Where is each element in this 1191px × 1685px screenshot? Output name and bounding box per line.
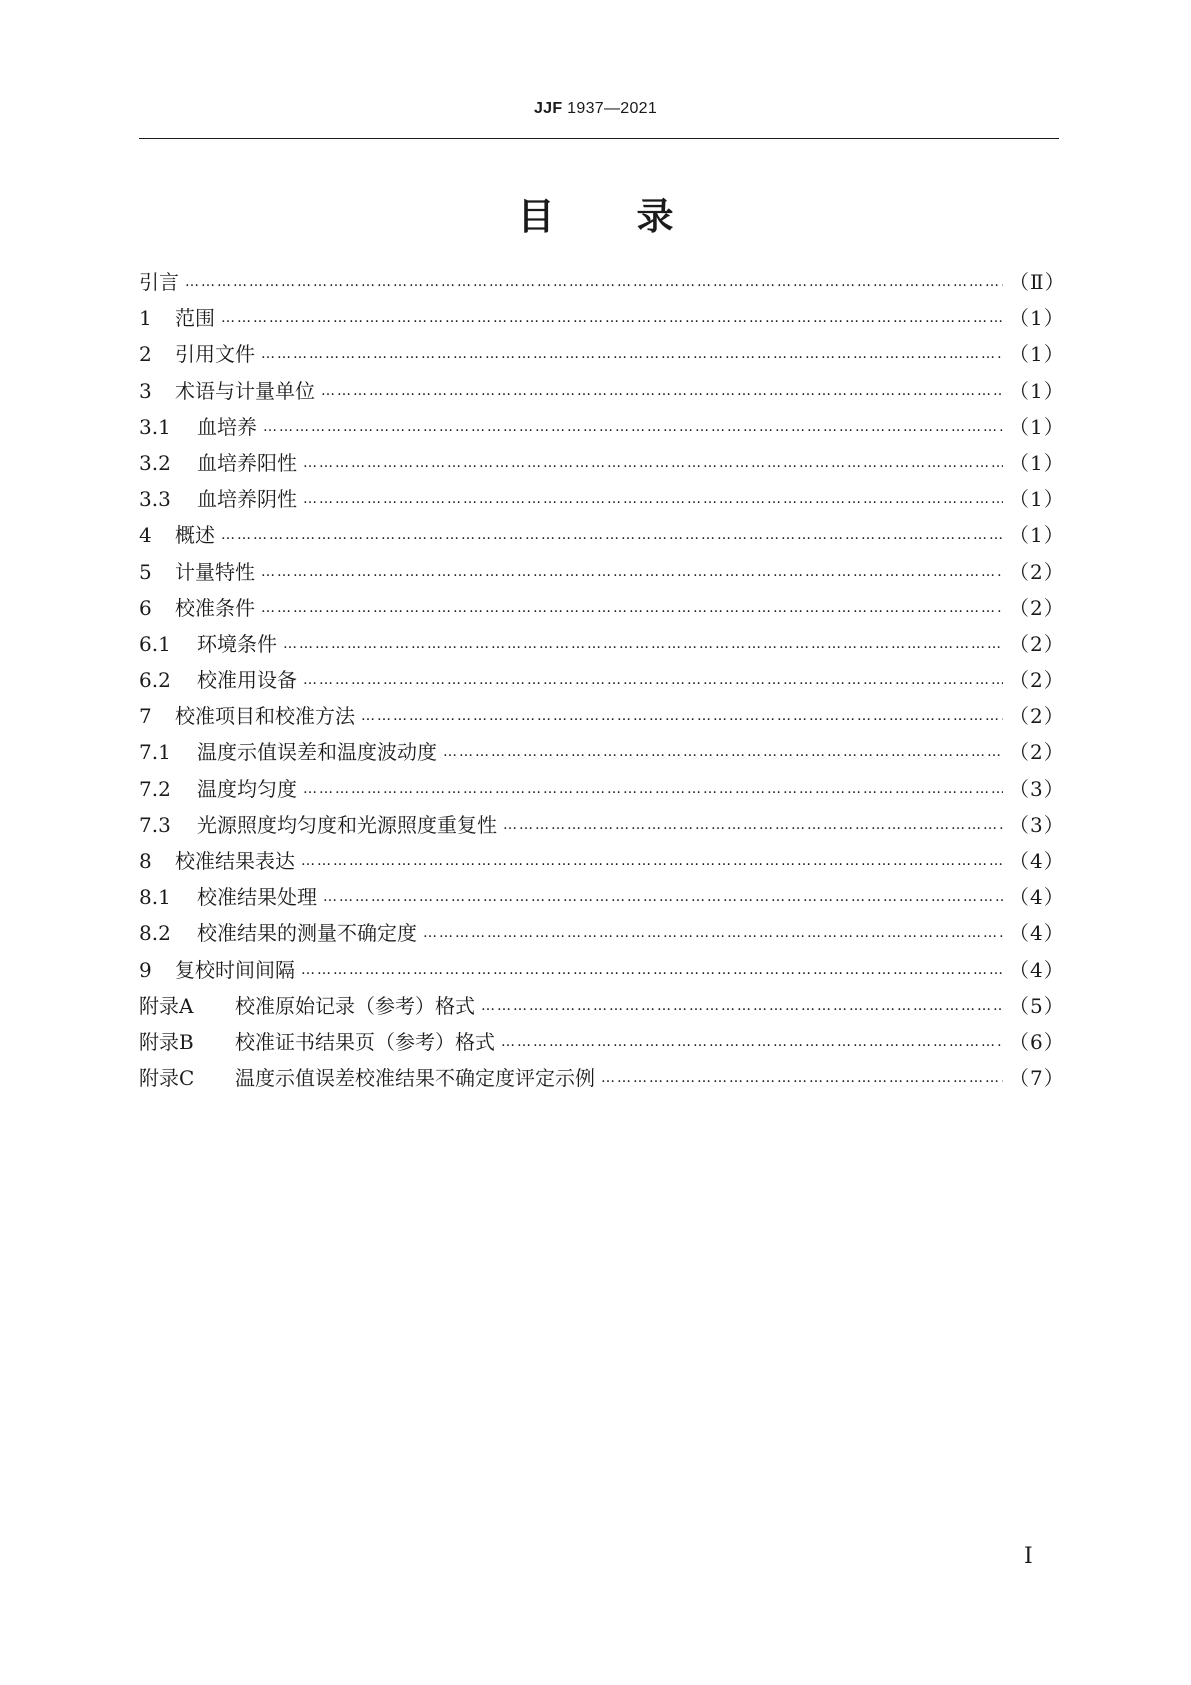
toc-entry-label: 校准用设备	[197, 668, 297, 693]
toc-entry[interactable]	[139, 628, 1065, 664]
toc-entry-number: 4	[139, 523, 152, 548]
toc-entry-label: 范围	[175, 306, 215, 331]
toc-entry-label: 引用文件	[175, 342, 255, 367]
toc-entry[interactable]	[139, 375, 1065, 411]
toc-leader-dots	[443, 744, 1003, 760]
toc-entry-page: （2）	[1009, 668, 1065, 693]
toc-entry-label: 血培养阳性	[197, 450, 297, 475]
toc-entry-page: （5）	[1009, 993, 1065, 1018]
toc-entry-label: 术语与计量单位	[175, 378, 315, 403]
toc-entry-label: 校准结果处理	[197, 885, 317, 910]
toc-entry-number: 附录B	[139, 1029, 194, 1054]
toc-entry-number: 7.2	[139, 776, 171, 801]
toc-entry[interactable]	[139, 917, 1065, 953]
toc-leader-dots	[303, 672, 1003, 688]
toc-entry-page: （2）	[1009, 740, 1065, 765]
toc-leader-dots	[301, 962, 1003, 978]
toc-entry-label: 校准结果表达	[175, 849, 295, 873]
toc-entry[interactable]	[139, 736, 1065, 772]
toc-leader-dots	[303, 781, 1003, 797]
toc-entry-number: 7.3	[139, 812, 171, 837]
toc-entry-label: 概述	[175, 523, 215, 548]
document-code-number: 1937—2021	[567, 100, 658, 117]
toc-entry-number: 6	[139, 595, 152, 620]
toc-entry[interactable]	[139, 302, 1065, 338]
toc-leader-dots	[423, 925, 1003, 941]
toc-entry-number: 8	[139, 849, 152, 873]
toc-entry-number: 6.2	[139, 668, 171, 693]
toc-entry-page: （2）	[1009, 595, 1065, 620]
toc-entry-label: 温度均匀度	[197, 776, 297, 801]
toc-leader-dots	[501, 1034, 1003, 1050]
toc-entry-page: （1）	[1009, 306, 1065, 331]
toc-entry-label: 校准条件	[175, 595, 255, 620]
toc-entry-number: 6.1	[139, 631, 171, 656]
toc-entry[interactable]	[139, 881, 1065, 917]
toc-entry-page: （4）	[1009, 885, 1065, 910]
toc-entry-label: 环境条件	[197, 631, 277, 656]
toc-entry[interactable]	[139, 447, 1065, 483]
toc-entry[interactable]	[139, 592, 1065, 628]
toc-entry-page: （1）	[1009, 378, 1065, 403]
toc-entry[interactable]	[139, 338, 1065, 374]
toc-entry-label: 校准证书结果页（参考）格式	[235, 1029, 495, 1054]
toc-entry[interactable]	[139, 954, 1065, 990]
toc-leader-dots	[301, 853, 1003, 869]
document-code	[0, 100, 1191, 118]
toc-entry-label: 计量特性	[175, 559, 255, 584]
toc-leader-dots	[261, 600, 1003, 616]
toc-entry-label: 血培养阴性	[197, 487, 297, 512]
toc-entry[interactable]	[139, 700, 1065, 736]
toc-entry-label: 校准项目和校准方法	[175, 704, 355, 729]
toc-leader-dots	[323, 889, 1003, 905]
toc-entry[interactable]	[139, 990, 1065, 1026]
toc-entry-number: 3.1	[139, 414, 171, 439]
toc-entry[interactable]	[139, 411, 1065, 447]
toc-entry[interactable]	[139, 1062, 1065, 1098]
toc-entry-page: （1）	[1009, 523, 1065, 548]
document-code-prefix: JJF	[533, 100, 563, 117]
toc-entry-label: 复校时间间隔	[175, 957, 295, 982]
toc-entry[interactable]	[139, 773, 1065, 809]
toc-entry-page: （1）	[1009, 342, 1065, 367]
toc-leader-dots	[361, 708, 1003, 724]
toc-entry-label: 引言	[139, 270, 179, 294]
toc-entry[interactable]	[139, 809, 1065, 845]
toc-entry-number: 3.2	[139, 450, 171, 475]
toc-entry-number: 2	[139, 342, 152, 367]
toc-entry-page: （4）	[1009, 921, 1065, 946]
toc-entry-number: 附录C	[139, 1066, 195, 1091]
table-of-contents	[139, 266, 1066, 1098]
toc-entry-page: （2）	[1009, 704, 1065, 729]
toc-entry-label: 校准结果的测量不确定度	[197, 921, 417, 946]
toc-entry-number: 3	[139, 378, 152, 403]
toc-entry[interactable]	[139, 266, 1066, 302]
toc-entry-number: 8.2	[139, 921, 171, 946]
toc-entry-label: 温度示值误差校准结果不确定度评定示例	[235, 1066, 595, 1091]
toc-entry[interactable]	[139, 845, 1065, 881]
toc-leader-dots	[221, 310, 1003, 326]
toc-entry-label: 温度示值误差和温度波动度	[197, 740, 437, 765]
toc-entry-page: （3）	[1009, 812, 1065, 837]
toc-leader-dots	[303, 491, 1003, 507]
header-rule	[139, 138, 1059, 139]
toc-leader-dots	[283, 636, 1003, 652]
page-title	[0, 186, 1191, 240]
toc-leader-dots	[481, 998, 1003, 1014]
toc-entry[interactable]	[139, 519, 1065, 555]
toc-leader-dots	[601, 1070, 1003, 1086]
toc-entry-number: 7.1	[139, 740, 171, 765]
page-title-char-1: 目	[517, 195, 555, 238]
toc-leader-dots	[321, 383, 1003, 399]
toc-entry-page: （2）	[1009, 559, 1065, 584]
toc-entry[interactable]	[139, 664, 1065, 700]
toc-entry-page: （Ⅱ）	[1009, 270, 1066, 294]
toc-entry-number: 5	[139, 559, 152, 584]
toc-leader-dots	[263, 419, 1003, 435]
toc-entry[interactable]	[139, 483, 1065, 519]
toc-entry-number: 7	[139, 704, 152, 729]
toc-entry-page: （2）	[1009, 631, 1065, 656]
toc-leader-dots	[185, 274, 1003, 290]
toc-entry-number: 1	[139, 306, 152, 331]
page-number: Ⅰ	[1024, 1544, 1033, 1569]
toc-entry[interactable]	[139, 556, 1065, 592]
toc-entry-page: （1）	[1009, 487, 1065, 512]
toc-entry[interactable]	[139, 1026, 1065, 1062]
toc-leader-dots	[261, 346, 1003, 362]
toc-entry-page: （4）	[1009, 849, 1065, 873]
toc-entry-page: （1）	[1009, 414, 1065, 439]
toc-entry-label: 校准原始记录（参考）格式	[235, 993, 475, 1018]
toc-entry-number: 8.1	[139, 885, 171, 910]
toc-leader-dots	[221, 527, 1003, 543]
toc-entry-page: （1）	[1009, 450, 1065, 475]
toc-entry-page: （3）	[1009, 776, 1065, 801]
toc-entry-number: 附录A	[139, 993, 194, 1018]
toc-leader-dots	[303, 455, 1003, 471]
page-title-char-2: 录	[636, 195, 674, 238]
toc-entry-label: 血培养	[197, 414, 257, 439]
toc-entry-page: （7）	[1009, 1066, 1065, 1091]
toc-leader-dots	[503, 817, 1003, 833]
toc-entry-page: （4）	[1009, 957, 1065, 982]
toc-entry-page: （6）	[1009, 1029, 1065, 1054]
toc-entry-number: 3.3	[139, 487, 171, 512]
toc-leader-dots	[261, 564, 1003, 580]
toc-entry-number: 9	[139, 957, 152, 982]
toc-entry-label: 光源照度均匀度和光源照度重复性	[197, 812, 497, 837]
